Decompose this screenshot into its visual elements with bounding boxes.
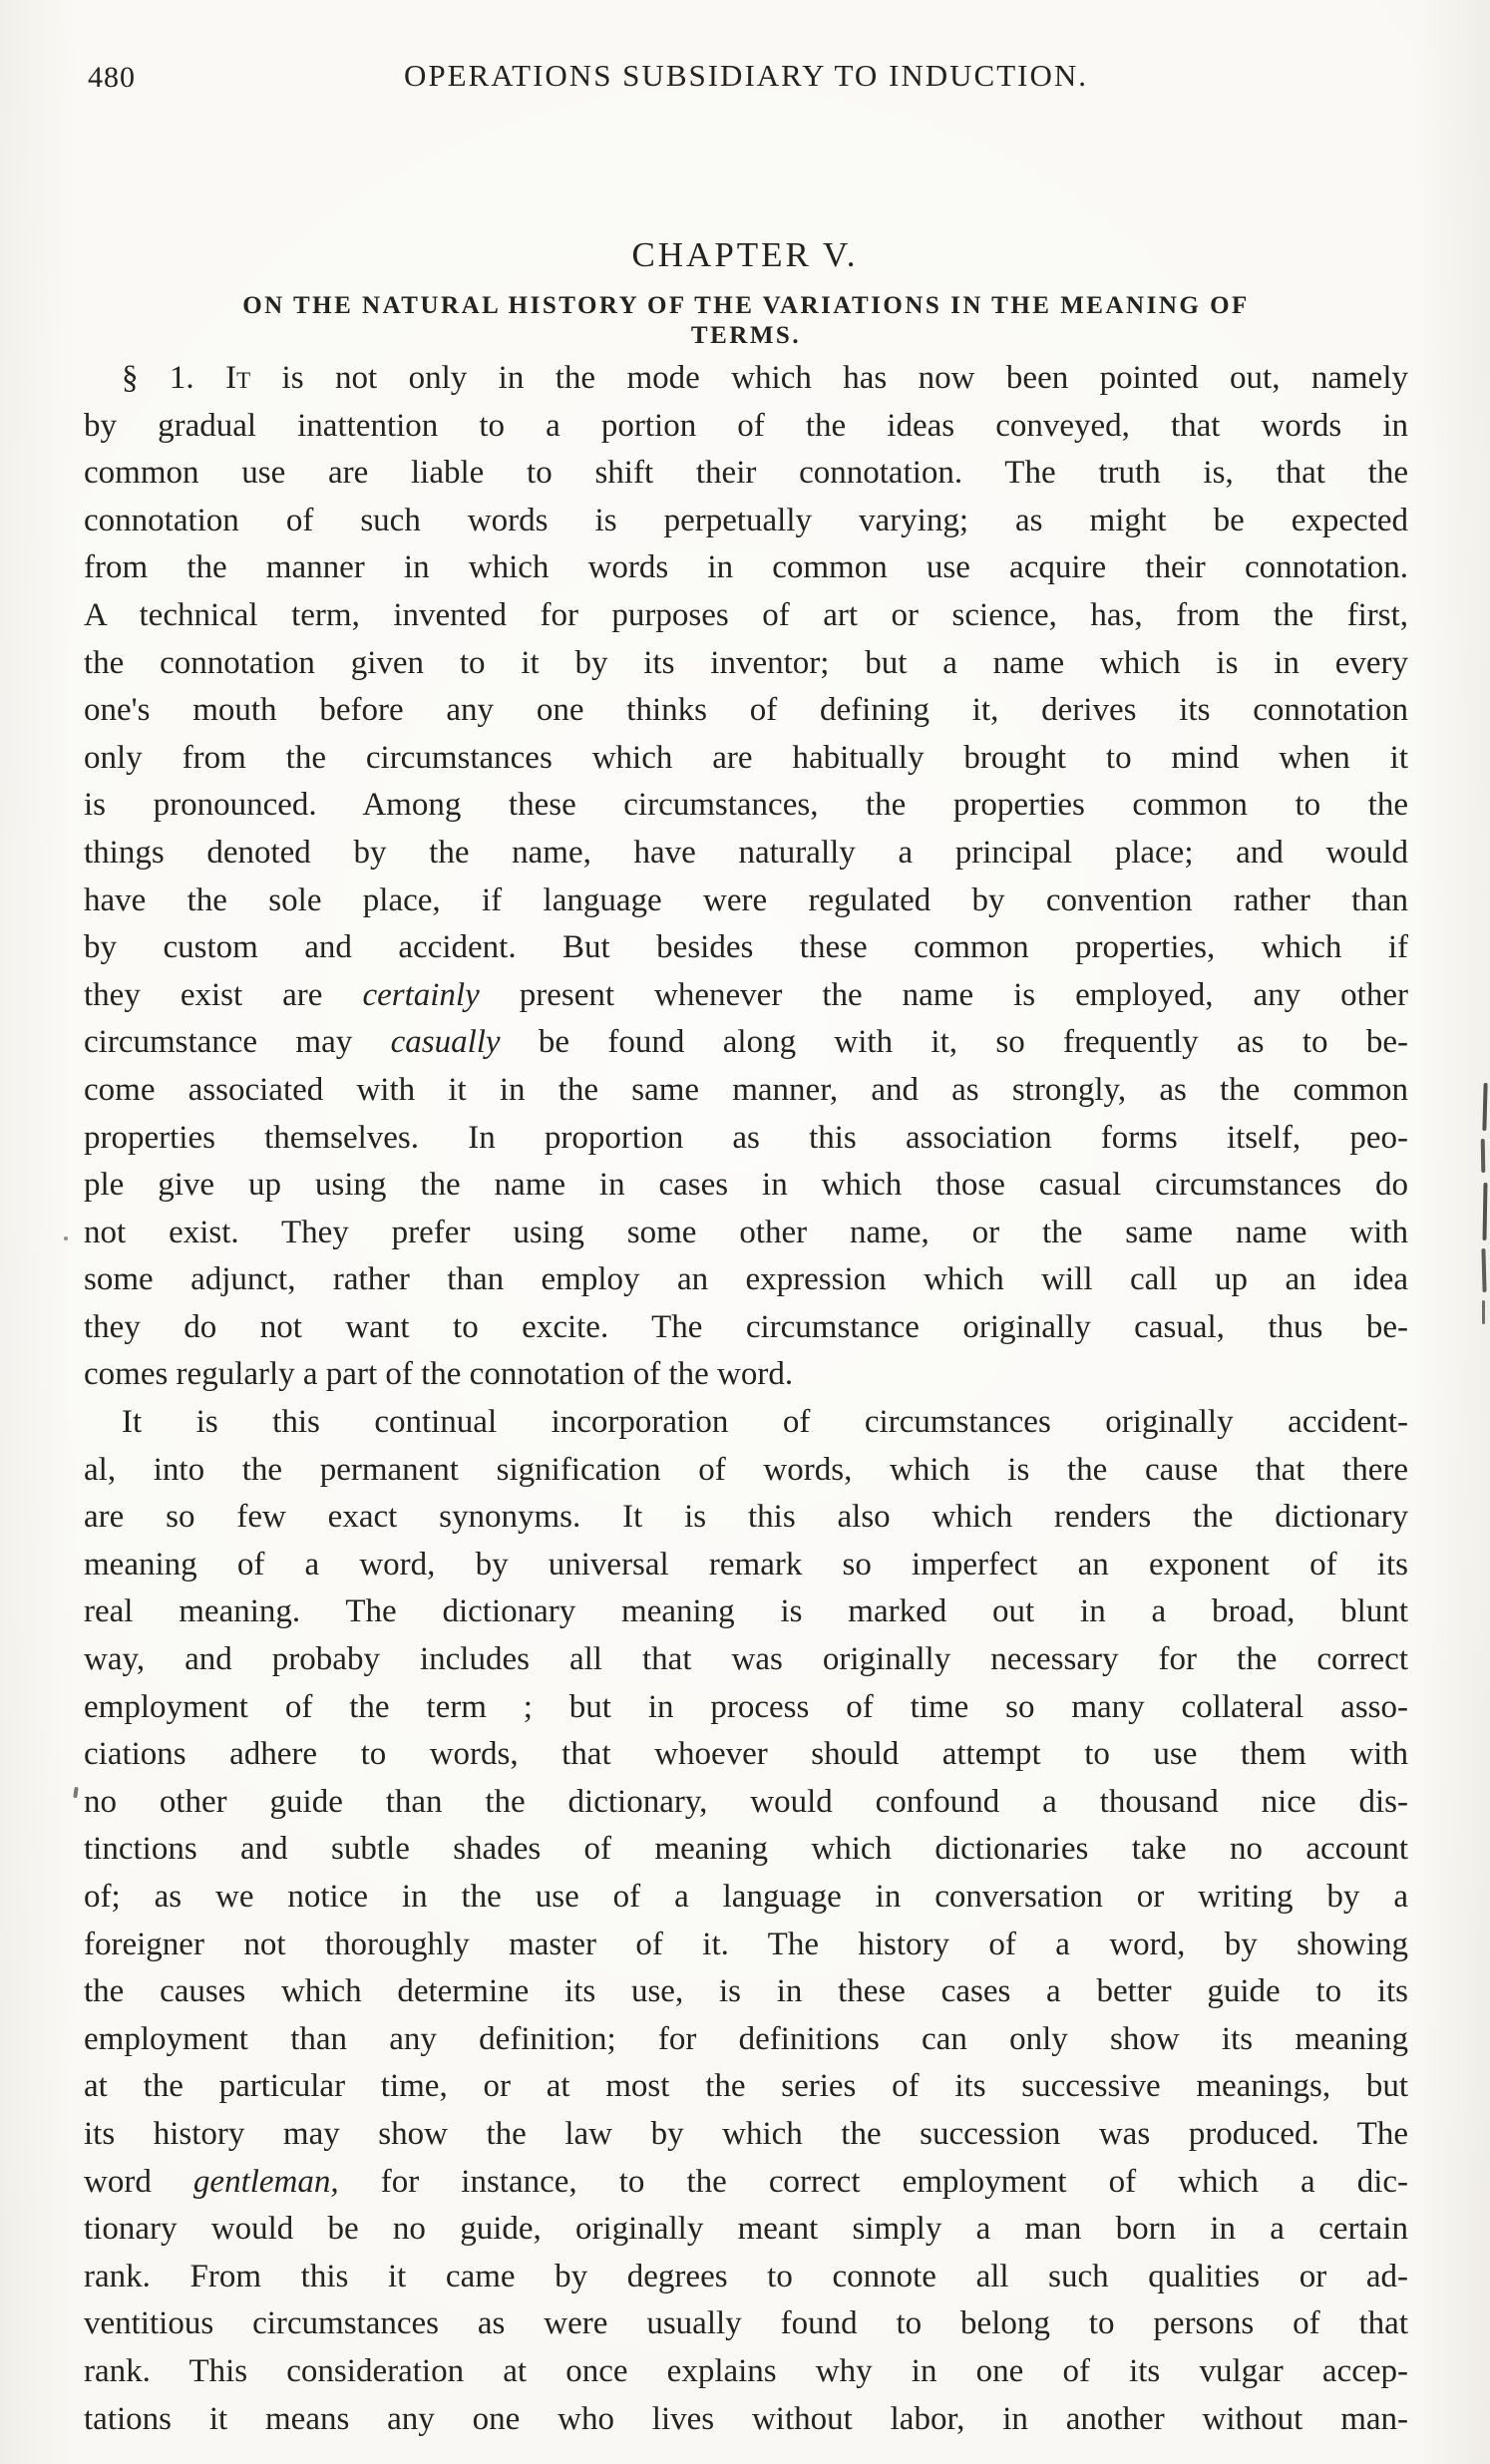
text-line [84,2063,1408,2111]
text-run: tionary would be no guide, originally meant simply a man born in a certain [84,2211,1408,2248]
text-run: the causes which determine its use, is in these cases a better guide to its [84,1973,1408,2010]
text-run: present whenever the name is employed, any other [479,976,1408,1013]
text-line [84,1874,1408,1922]
text-run: are so few exact synonyms. It is this also which renders the dictionary [84,1499,1408,1536]
text-line [84,2300,1408,2348]
text-run: have the sole place, if language were regulated by convention rather than [84,881,1408,918]
text-run: § 1. [122,360,226,396]
text-run: meaning of a word, by universal remark so imperfect an exponent of its [84,1546,1408,1583]
text-run: they exist are [84,976,363,1013]
text-line [84,2206,1408,2254]
text-line [84,1019,1408,1067]
text-run: things denoted by the name, have naturally a principal place; and would [84,834,1408,871]
text-line [84,830,1408,878]
body-text [84,355,1408,2443]
text-line [84,1351,1408,1399]
text-run: of; as we notice in the use of a language in conversation or writing by a [84,1879,1408,1915]
margin-mark [73,1787,78,1798]
chapter-subtitle-line: TERMS. [690,322,802,349]
text-run: rank. From this it came by degrees to connote all such qualities or ad- [84,2258,1408,2294]
text-run: tinctions and subtle shades of meaning which dictionaries take no account [84,1831,1408,1868]
text-line [84,2016,1408,2064]
text-line [84,1067,1408,1115]
text-line [84,1162,1408,1210]
text-line [84,1636,1408,1684]
text-line [84,1304,1408,1352]
text-run: common use are liable to shift their connotation. The truth is, that the [84,455,1408,492]
text-run: the connotation given to it by its inventor; but a name which is in every [84,644,1408,681]
text-run: rank. This consideration at once explains why in one of its vulgar accep- [84,2352,1408,2389]
margin-mark [1482,1083,1487,1131]
text-run: way, and probaby includes all that was originally necessary for the correct [84,1641,1408,1678]
text-line [84,1399,1408,1447]
text-line [84,2159,1408,2207]
text-line [84,1115,1408,1163]
italic-text: certainly [362,976,480,1013]
text-line [84,1494,1408,1542]
text-line [84,687,1408,735]
text-run: word [84,2163,193,2200]
text-line [84,2111,1408,2159]
text-run: at the particular time, or at most the series of its successive meanings, but [84,2068,1408,2105]
text-run: for instance, to the correct employment of which a dic- [338,2163,1408,2200]
text-line [84,1256,1408,1304]
text-run: its history may show the law by which the succession was produced. The [84,2115,1408,2152]
text-line [84,1922,1408,1969]
text-line [84,403,1408,451]
margin-mark [64,1236,68,1240]
margin-mark [1481,1139,1486,1173]
page-header [84,58,1408,100]
text-line [84,2348,1408,2396]
text-run: not exist. They prefer using some other name, or the same name with [84,1214,1408,1250]
text-line [84,924,1408,972]
text-line [84,972,1408,1020]
text-line [84,735,1408,783]
text-run: real meaning. The dictionary meaning is marked out in a broad, blunt [84,1593,1408,1630]
margin-mark [1481,1248,1486,1292]
text-line [84,2254,1408,2301]
text-line [84,878,1408,925]
text-run: by custom and accident. But besides these common properties, which if [84,929,1408,966]
text-line [84,1210,1408,1257]
text-line [84,1779,1408,1827]
text-run: circumstance may [84,1024,391,1061]
text-line [84,450,1408,498]
text-line [84,498,1408,545]
text-line [84,2396,1408,2444]
text-line [84,782,1408,830]
text-run: is not only in the mode which has now been pointed out, namely [250,360,1408,396]
text-run: A technical term, invented for purposes of art or science, has, from the first, [84,596,1408,633]
text-run: employment than any definition; for definitions can only show its meaning [84,2020,1408,2057]
text-run: is pronounced. Among these circumstances, the properties common to the [84,787,1408,824]
text-run: properties themselves. In proportion as this association forms itself, peo- [84,1119,1408,1156]
text-run: by gradual inattention to a portion of the ideas conveyed, that words in [84,407,1408,444]
text-line [84,355,1408,403]
text-run: ciations adhere to words, that whoever should attempt to use them with [84,1736,1408,1773]
text-run: ventitious circumstances as were usually found to belong to persons of that [84,2305,1408,2342]
text-run: be found along with it, so frequently as to be- [500,1024,1408,1061]
text-line [84,1968,1408,2016]
paragraph [84,1399,1408,2443]
text-line [84,1588,1408,1636]
text-line [84,544,1408,592]
text-run: come associated with it in the same manner, and as strongly, as the common [84,1071,1408,1108]
paragraph [84,355,1408,1399]
text-run: It is this continual incorporation of circumstances originally accident- [122,1404,1408,1441]
text-line [84,640,1408,688]
text-run: no other guide than the dictionary, would confound a thousand nice dis- [84,1783,1408,1820]
text-run: from the manner in which words in common use acquire their connotation. [84,549,1408,586]
text-run: some adjunct, rather than employ an expression which will call up an idea [84,1261,1408,1298]
page-number: 480 [88,61,136,94]
text-run: foreigner not thoroughly master of it. The history of a word, by showing [84,1926,1408,1962]
margin-mark [1482,1183,1487,1240]
text-run: only from the circumstances which are habitually brought to mind when it [84,739,1408,776]
text-run: comes regularly a part of the connotation of the word. [84,1356,794,1393]
text-line [84,1731,1408,1779]
text-run: they do not want to excite. The circumstance originally casual, thus be- [84,1308,1408,1345]
text-run: one's mouth before any one thinks of defining it, derives its connotation [84,692,1408,729]
text-line [84,1684,1408,1732]
chapter-subtitle [84,291,1408,351]
text-line [84,1542,1408,1589]
text-run: ple give up using the name in cases in which those casual circumstances do [84,1167,1408,1204]
text-run: employment of the term ; but in process of time so many collateral asso- [84,1688,1408,1725]
chapter-heading: CHAPTER V. [631,235,859,274]
text-line [84,592,1408,640]
text-line [84,1826,1408,1874]
italic-text: casually [390,1024,501,1061]
chapter-subtitle-line: ON THE NATURAL HISTORY OF THE VARIATIONS IN THE MEANING OF [242,292,1250,319]
text-line [84,1447,1408,1495]
text-run: It [225,360,251,396]
running-head-title: OPERATIONS SUBSIDIARY TO INDUCTION. [403,58,1089,93]
italic-text: gentleman, [192,2163,339,2200]
text-run: tations it means any one who lives without labor, in another without man- [84,2400,1408,2437]
text-run: al, into the permanent signification of words, which is the cause that there [84,1451,1408,1488]
margin-mark [1482,1300,1485,1324]
text-run: connotation of such words is perpetually varying; as might be expected [84,502,1408,538]
